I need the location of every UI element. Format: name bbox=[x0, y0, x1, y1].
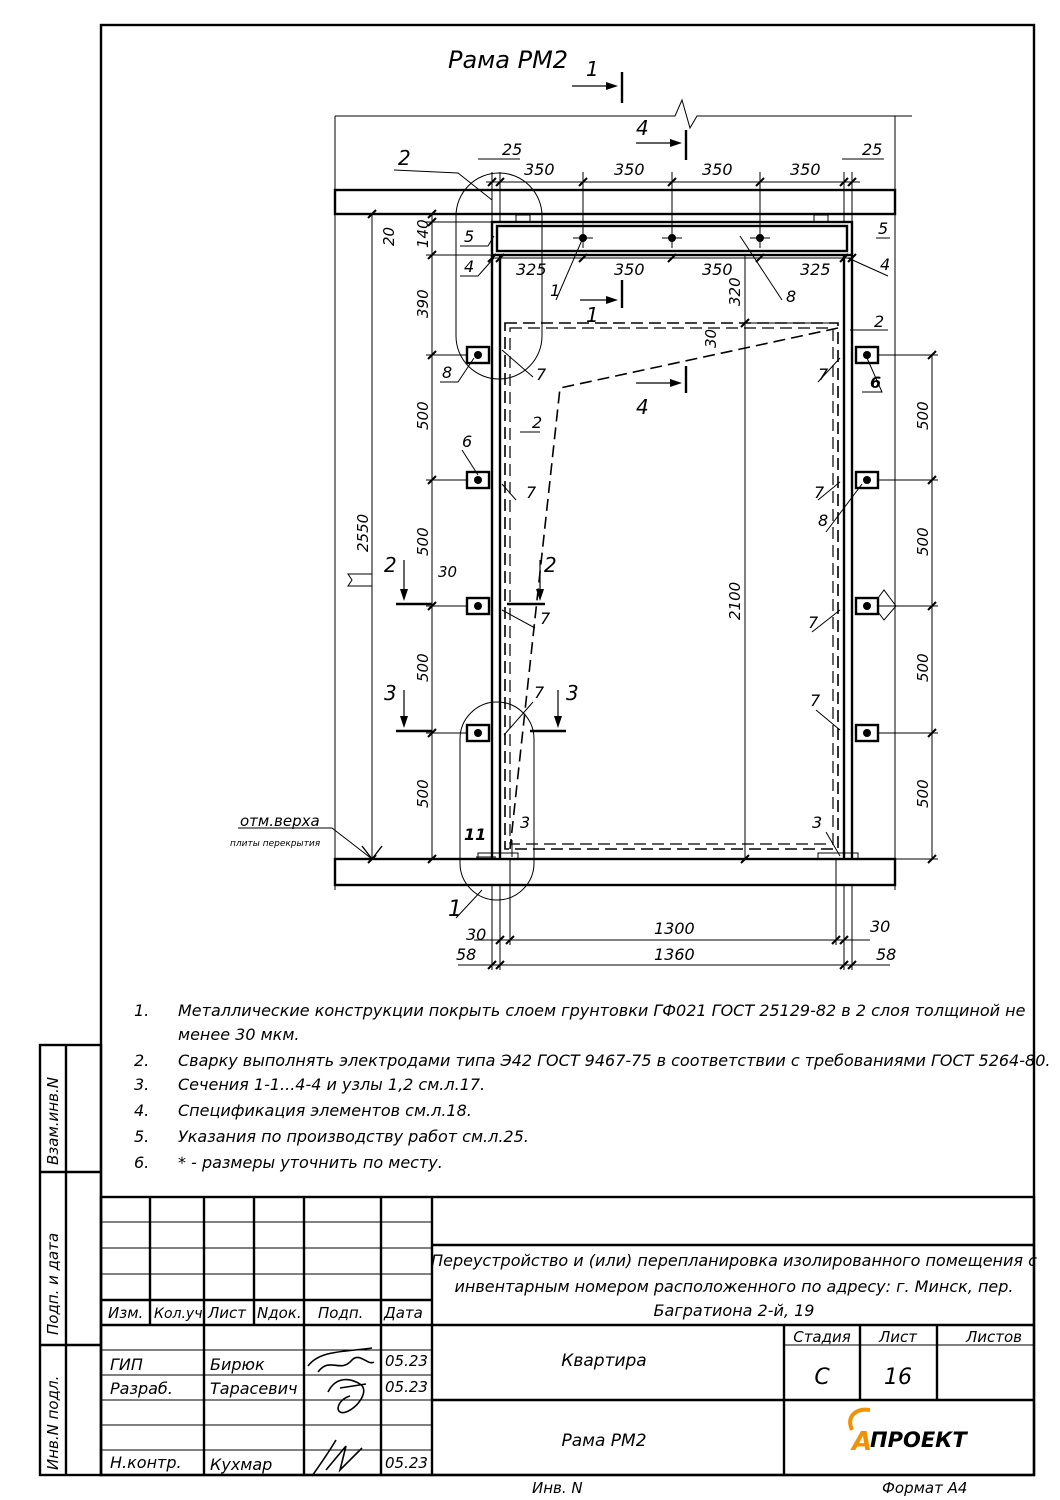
stage-header: Стадия bbox=[793, 1328, 851, 1346]
dim-text: 500 bbox=[414, 401, 432, 430]
callout: 2 bbox=[532, 413, 543, 432]
sheet-value: 16 bbox=[884, 1365, 912, 1390]
hdr-ndok: Nдок. bbox=[257, 1304, 302, 1322]
section-label: 3 bbox=[384, 681, 397, 705]
dim-text: 325 bbox=[516, 260, 547, 279]
dim-text: 500 bbox=[914, 401, 932, 430]
project-line-2: инвентарным номером расположенного по адресу: г. Минск, пер. bbox=[454, 1277, 1014, 1296]
callout: 4 bbox=[464, 257, 475, 276]
sheet-header: Лист bbox=[878, 1328, 918, 1346]
callout: 7 bbox=[808, 613, 819, 632]
hdr-data: Дата bbox=[384, 1304, 423, 1322]
dim-text: 2100 bbox=[726, 581, 744, 620]
callout: 4 bbox=[880, 255, 891, 274]
callout: 7 bbox=[818, 365, 829, 384]
note-text: Сечения 1-1...4-4 и узлы 1,2 см.л.17. bbox=[178, 1075, 486, 1094]
dimension-texts bbox=[354, 140, 932, 964]
section-label: 1 bbox=[586, 303, 599, 327]
dim-text: 500 bbox=[914, 653, 932, 682]
stage-value: С bbox=[814, 1365, 830, 1390]
dim-text: 350 bbox=[702, 260, 733, 279]
section-label: 1 bbox=[586, 57, 599, 81]
dim-text: 500 bbox=[414, 653, 432, 682]
dim-text: 30 bbox=[466, 925, 487, 944]
project-line-1: Переустройство и (или) перепланировка изолированного помещения с bbox=[431, 1251, 1037, 1270]
dim-text: 25 bbox=[862, 140, 883, 159]
dim-text: 500 bbox=[914, 527, 932, 556]
dim-text: 350 bbox=[790, 160, 821, 179]
dim-text: 500 bbox=[414, 779, 432, 808]
dim-text: 58 bbox=[456, 945, 477, 964]
dim-text: 30 bbox=[870, 917, 891, 936]
floor-slab bbox=[335, 859, 895, 885]
callout: 3 bbox=[812, 813, 823, 832]
dim-text: 140 bbox=[414, 219, 432, 248]
role-razrab: Разраб. bbox=[110, 1379, 173, 1398]
dim-text: 350 bbox=[614, 160, 645, 179]
dim-text: 350 bbox=[524, 160, 555, 179]
dim-text: 58 bbox=[876, 945, 897, 964]
leader-lines bbox=[238, 170, 890, 918]
hdr-list: Лист bbox=[208, 1304, 247, 1322]
note-num: 2. bbox=[134, 1051, 150, 1070]
callout: 7 bbox=[526, 483, 537, 502]
project-line-3: Багратиона 2-й, 19 bbox=[653, 1301, 815, 1320]
callout: 6 bbox=[870, 373, 882, 392]
logo-word: ПРОЕКТ bbox=[870, 1428, 967, 1452]
note-num: 3. bbox=[134, 1075, 150, 1094]
callout: 2 bbox=[398, 146, 411, 170]
anchors-left bbox=[467, 347, 489, 741]
company-logo bbox=[850, 1410, 968, 1457]
note-num: 6. bbox=[134, 1153, 150, 1172]
hdr-kolvo: Кол.уч. bbox=[154, 1306, 207, 1322]
name-gip: Бирюк bbox=[210, 1355, 265, 1374]
door-leaf bbox=[478, 323, 858, 859]
stamp-inv: Инв.N подл. bbox=[44, 1375, 62, 1470]
level-label: отм.верха bbox=[240, 812, 320, 830]
logo-letter: А bbox=[852, 1427, 873, 1457]
callout: 1 bbox=[550, 281, 561, 300]
dim-text: 325 bbox=[800, 260, 831, 279]
stamp-podp: Подп. и дата bbox=[44, 1232, 62, 1335]
callout: 8 bbox=[818, 511, 829, 530]
callout: 5 bbox=[878, 219, 889, 238]
dim-text: 320 bbox=[726, 277, 744, 306]
ceiling-slab bbox=[335, 190, 895, 214]
note-num: 5. bbox=[134, 1127, 150, 1146]
section-label: 2 bbox=[384, 553, 397, 577]
level-sublabel: плиты перекрытия bbox=[230, 839, 321, 849]
section-label: 4 bbox=[636, 395, 649, 419]
title-block-headers bbox=[108, 1304, 423, 1322]
callout: 8 bbox=[442, 363, 453, 382]
dim-text: 2550 bbox=[354, 513, 372, 552]
signatures bbox=[308, 1348, 374, 1476]
date-gip: 05.23 bbox=[385, 1352, 428, 1370]
dim-text: 350 bbox=[614, 260, 645, 279]
dim-text: 390 bbox=[414, 289, 432, 318]
notes bbox=[134, 1001, 1050, 1172]
sheets-header: Листов bbox=[965, 1328, 1023, 1346]
callout: 7 bbox=[534, 683, 545, 702]
callout: 1 bbox=[448, 897, 462, 922]
callout: 8 bbox=[786, 287, 797, 306]
callout: 7 bbox=[814, 483, 825, 502]
date-nkontr: 05.23 bbox=[385, 1454, 428, 1472]
callout: 6 bbox=[462, 432, 473, 451]
break-line-top bbox=[335, 100, 912, 128]
project-info bbox=[431, 1251, 1037, 1451]
note-text: Сварку выполнять электродами типа Э42 ГОСТ 9467-75 в соответствии с требованиями ГОСТ 5264-80. bbox=[178, 1051, 1051, 1070]
object-name: Квартира bbox=[561, 1351, 647, 1371]
dim-text: 20 bbox=[380, 226, 398, 246]
callout: 7 bbox=[536, 365, 547, 384]
drawing-title: Рама РМ2 bbox=[448, 46, 569, 74]
callout: 7 bbox=[810, 691, 821, 710]
dim-text: 500 bbox=[414, 527, 432, 556]
note-text: Металлические конструкции покрыть слоем грунтовки ГФ021 ГОСТ 25129-82 в 2 слоя толщиной не bbox=[178, 1001, 1026, 1020]
name-nkontr: Кухмар bbox=[210, 1455, 273, 1474]
note-text: * - размеры уточнить по месту. bbox=[178, 1153, 443, 1172]
dim-text: 30 bbox=[438, 563, 458, 581]
date-razrab: 05.23 bbox=[385, 1378, 428, 1396]
hdr-podp: Подп. bbox=[318, 1304, 364, 1322]
note-num: 1. bbox=[134, 1001, 150, 1020]
dim-text: 350 bbox=[702, 160, 733, 179]
footer-format: Формат А4 bbox=[882, 1479, 968, 1497]
role-gip: ГИП bbox=[110, 1355, 143, 1374]
dim-text: 30 bbox=[702, 328, 720, 348]
callout: 3 bbox=[520, 813, 531, 832]
section-label: 3 bbox=[566, 681, 579, 705]
callout: 2 bbox=[874, 312, 885, 331]
note-text: Спецификация элементов см.л.18. bbox=[178, 1101, 472, 1120]
section-label: 2 bbox=[544, 553, 557, 577]
dim-text: 1360 bbox=[654, 945, 695, 964]
anchors-right bbox=[856, 347, 878, 741]
section-label: 4 bbox=[636, 116, 649, 140]
stamp-vzam: Взам.инв.N bbox=[44, 1077, 62, 1165]
note-text-cont: менее 30 мкм. bbox=[178, 1025, 300, 1044]
role-nkontr: Н.контр. bbox=[110, 1453, 182, 1472]
sheet-name: Рама РМ2 bbox=[561, 1431, 647, 1451]
dim-text: 500 bbox=[914, 779, 932, 808]
note-text: Указания по производству работ см.л.25. bbox=[178, 1127, 529, 1146]
hdr-izm: Изм. bbox=[108, 1304, 144, 1322]
side-stamp bbox=[40, 1045, 101, 1475]
dim-text: 1300 bbox=[654, 919, 695, 938]
dim-text: 25 bbox=[502, 140, 523, 159]
callout: 11 bbox=[464, 825, 487, 844]
callout: 7 bbox=[540, 609, 551, 628]
footer-inv: Инв. N bbox=[532, 1479, 583, 1497]
note-num: 4. bbox=[134, 1101, 150, 1120]
name-razrab: Тарасевич bbox=[210, 1379, 298, 1398]
callout: 5 bbox=[464, 227, 475, 246]
